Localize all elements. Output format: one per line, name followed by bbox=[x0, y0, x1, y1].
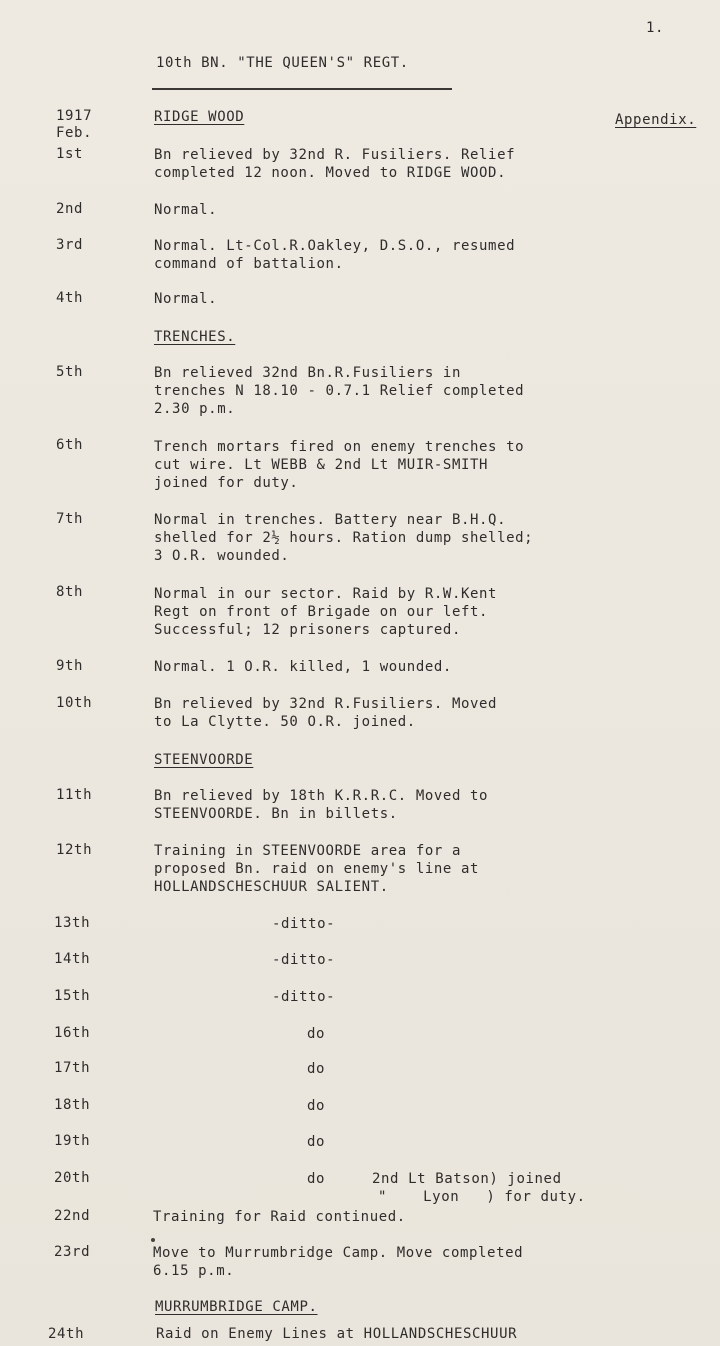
entry-text: to La Clytte. 50 O.R. joined. bbox=[154, 714, 416, 730]
appendix-label: Appendix. bbox=[615, 112, 697, 128]
entry-text: joined for duty. bbox=[154, 475, 299, 491]
entry-date: 22nd bbox=[54, 1208, 91, 1224]
entry-text: Bn relieved 32nd Bn.R.Fusiliers in bbox=[154, 365, 461, 381]
entry-text: Normal in our sector. Raid by R.W.Kent bbox=[154, 586, 498, 602]
entry-text: completed 12 noon. Moved to RIDGE WOOD. bbox=[154, 165, 507, 181]
document-title: 10th BN. "THE QUEEN'S" REGT. bbox=[156, 55, 409, 71]
entry-text: Successful; 12 prisoners captured. bbox=[154, 622, 461, 638]
entry-text: STEENVOORDE. Bn in billets. bbox=[154, 806, 398, 822]
entry-text: 3 O.R. wounded. bbox=[154, 548, 290, 564]
entry-date: 4th bbox=[56, 290, 84, 306]
entry-text: Normal in trenches. Battery near B.H.Q. bbox=[154, 512, 507, 528]
entry-date: 6th bbox=[56, 437, 84, 453]
heading-steenvoorde: STEENVOORDE bbox=[154, 752, 254, 768]
entry-text: Bn relieved by 18th K.R.R.C. Moved to bbox=[154, 788, 489, 804]
heading-trenches: TRENCHES. bbox=[154, 329, 236, 345]
entry-date: 3rd bbox=[56, 237, 84, 253]
entry-date: 7th bbox=[56, 511, 84, 527]
entry-date: 18th bbox=[54, 1097, 91, 1113]
entry-text: -ditto- bbox=[272, 916, 336, 932]
entry-text: Raid on Enemy Lines at HOLLANDSCHESCHUUR bbox=[156, 1326, 518, 1342]
entry-text: Normal. Lt-Col.R.Oakley, D.S.O., resumed bbox=[154, 238, 516, 254]
entry-date: 24th bbox=[48, 1326, 85, 1342]
entry-text: Regt on front of Brigade on our left. bbox=[154, 604, 489, 620]
heading-ridge-wood: RIDGE WOOD bbox=[154, 109, 245, 125]
title-rule bbox=[152, 88, 452, 90]
entry-text: Training in STEENVOORDE area for a bbox=[154, 843, 461, 859]
entry-text: HOLLANDSCHESCHUUR SALIENT. bbox=[154, 879, 389, 895]
entry-text: " Lyon ) for duty. bbox=[378, 1189, 586, 1205]
entry-date: 17th bbox=[54, 1060, 91, 1076]
entry-date: 8th bbox=[56, 584, 84, 600]
entry-text: Training for Raid continued. bbox=[153, 1209, 406, 1225]
entry-text: -ditto- bbox=[272, 952, 336, 968]
entry-text: proposed Bn. raid on enemy's line at bbox=[154, 861, 480, 877]
entry-date: 16th bbox=[54, 1025, 91, 1041]
entry-text: Normal. bbox=[154, 202, 218, 218]
entry-date: 15th bbox=[54, 988, 91, 1004]
entry-text: shelled for 2½ hours. Ration dump shelled; bbox=[154, 530, 534, 546]
entry-text: do bbox=[307, 1171, 326, 1187]
entry-date: 5th bbox=[56, 364, 84, 380]
entry-date: 10th bbox=[56, 695, 93, 711]
entry-text: Trench mortars fired on enemy trenches to bbox=[154, 439, 525, 455]
entry-text: 2.30 p.m. bbox=[154, 401, 236, 417]
entry-date: 9th bbox=[56, 658, 84, 674]
entry-date: 14th bbox=[54, 951, 91, 967]
entry-text: Move to Murrumbridge Camp. Move completed bbox=[153, 1245, 524, 1261]
entry-date: 13th bbox=[54, 915, 91, 931]
entry-date: 2nd bbox=[56, 201, 84, 217]
entry-text: command of battalion. bbox=[154, 256, 344, 272]
entry-date: 11th bbox=[56, 787, 93, 803]
entry-date: 20th bbox=[54, 1170, 91, 1186]
year-label: 1917 bbox=[56, 108, 93, 124]
entry-text: cut wire. Lt WEBB & 2nd Lt MUIR-SMITH bbox=[154, 457, 489, 473]
entry-date: 23rd bbox=[54, 1244, 91, 1260]
entry-date: 12th bbox=[56, 842, 93, 858]
entry-text: Normal. 1 O.R. killed, 1 wounded. bbox=[154, 659, 452, 675]
entry-text: Bn relieved by 32nd R.Fusiliers. Moved bbox=[154, 696, 498, 712]
entry-text: do bbox=[307, 1061, 326, 1077]
ink-mark bbox=[151, 1238, 155, 1242]
heading-murrumbridge: MURRUMBRIDGE CAMP. bbox=[155, 1299, 318, 1315]
month-label: Feb. bbox=[56, 125, 93, 141]
entry-text: 6.15 p.m. bbox=[153, 1263, 235, 1279]
entry-text: trenches N 18.10 - 0.7.1 Relief completed bbox=[154, 383, 525, 399]
entry-date: 19th bbox=[54, 1133, 91, 1149]
entry-text: Bn relieved by 32nd R. Fusiliers. Relief bbox=[154, 147, 516, 163]
entry-text: -ditto- bbox=[272, 989, 336, 1005]
entry-text: do bbox=[307, 1098, 326, 1114]
entry-text: 2nd Lt Batson) joined bbox=[372, 1171, 562, 1187]
entry-date: 1st bbox=[56, 146, 84, 162]
entry-text: do bbox=[307, 1134, 326, 1150]
page-number: 1. bbox=[646, 20, 665, 36]
entry-text: Normal. bbox=[154, 291, 218, 307]
entry-text: do bbox=[307, 1026, 326, 1042]
